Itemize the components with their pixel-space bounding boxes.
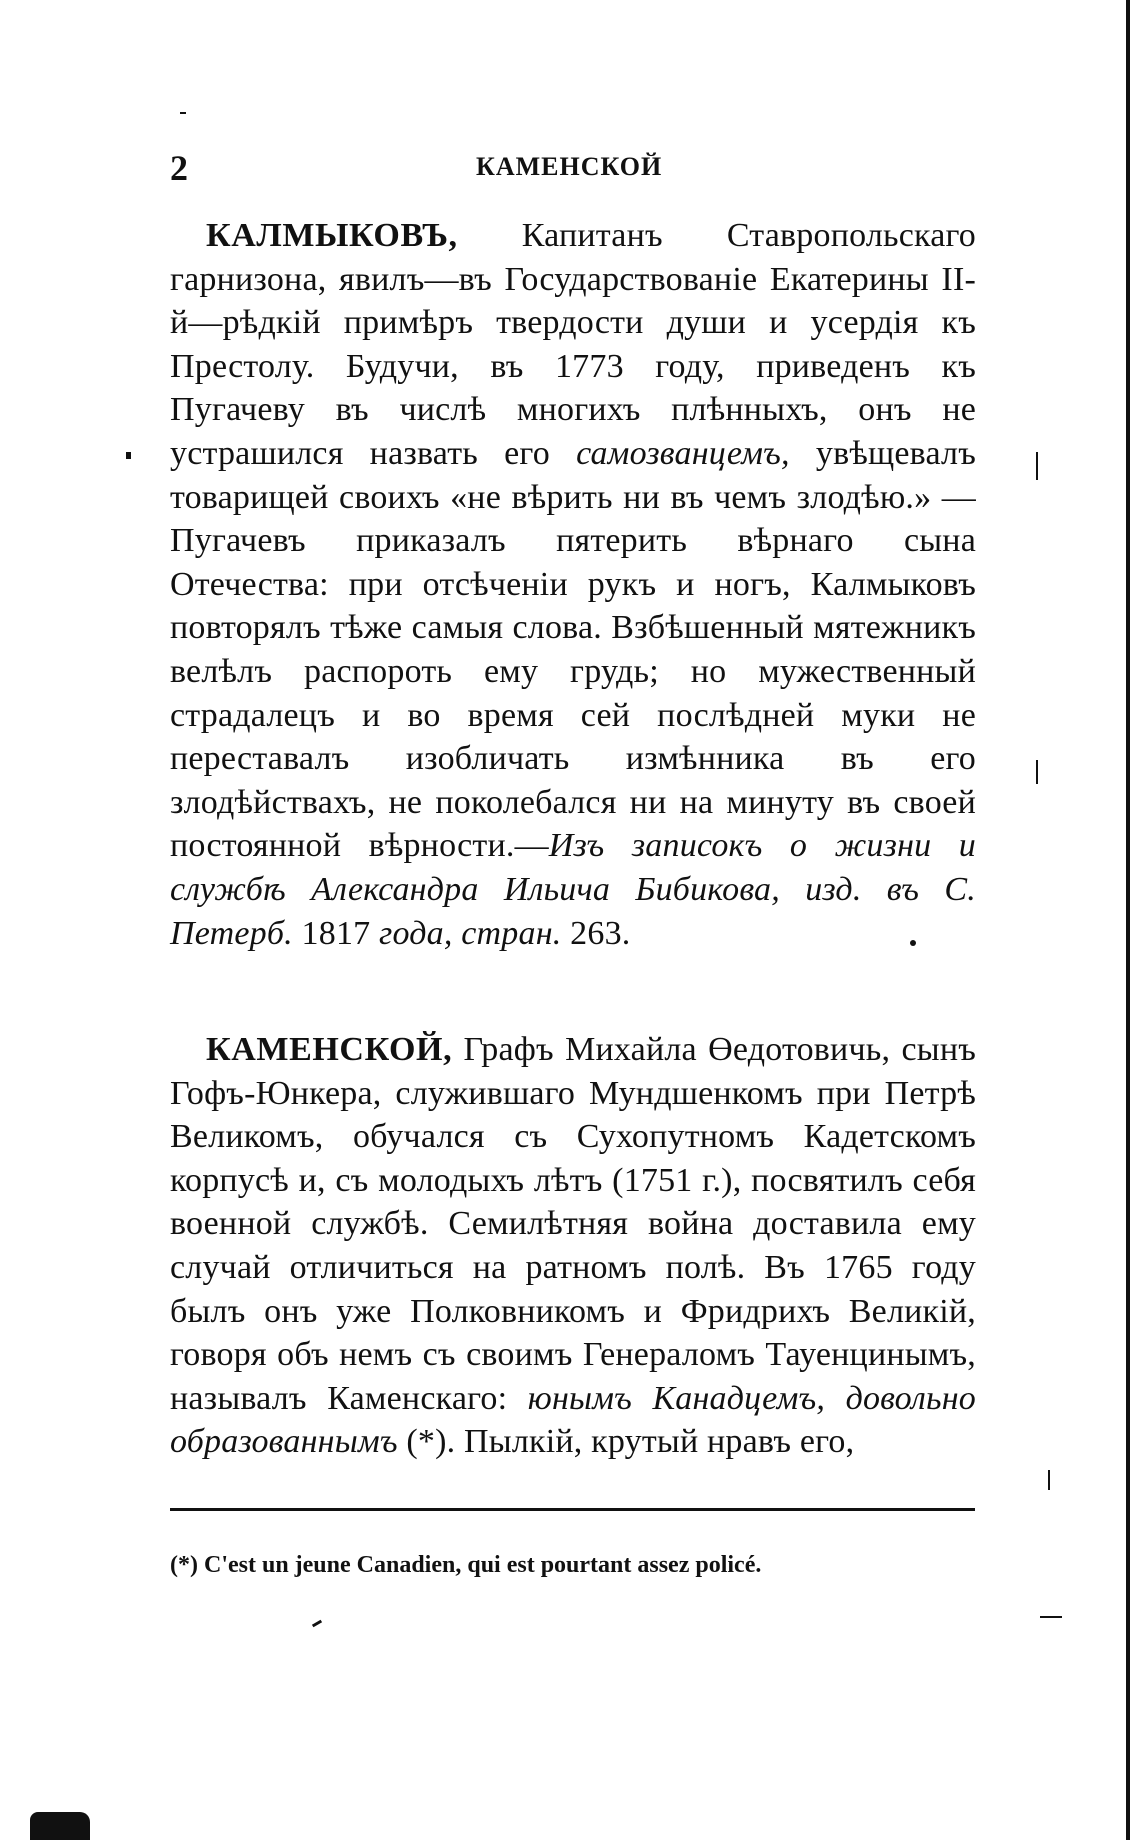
source-citation: Изъ записокъ о жизни и службѣ Александра Ильича Бибикова, изд. въ С. Петерб. xyxy=(170,827,976,952)
entry-text: (*). Пылкій, крутый нравъ его, xyxy=(397,1423,855,1461)
entry-text: Графъ Михайла Өедотовичь, сынъ Гофъ-Юнкера, служившаго Мундшенкомъ при Петрѣ Великомъ, обучался съ Сухопутномъ Кадетскомъ корпусѣ и, съ молодыхъ лѣтъ (1751 г.), посвятилъ себя военной службѣ. Семилѣтняя война доставила ему случай отличиться на ратномъ полѣ. Въ 1765 году былъ онъ уже Полковникомъ и Фридрихъ Великій, говоря объ немъ съ своимъ Генераломъ Тауенцинымъ, называлъ Каменскаго: xyxy=(170,1031,976,1417)
scan-speck xyxy=(1036,760,1038,784)
entry-italic-text: самозванцемъ, xyxy=(576,434,790,472)
scan-speck xyxy=(1040,1616,1062,1618)
entry-text: 263. xyxy=(561,914,631,952)
scan-speck xyxy=(1048,1470,1050,1490)
source-citation: года, стран. xyxy=(379,914,562,952)
scan-speck xyxy=(312,1620,322,1628)
scan-ink-blot xyxy=(30,1812,90,1840)
scan-speck xyxy=(1036,452,1038,480)
page-header xyxy=(170,150,970,190)
scan-edge-line xyxy=(1126,0,1130,1840)
page-number: 2 xyxy=(170,148,188,188)
entry-italic-text: юнымъ Канадцемъ, довольно образованнымъ xyxy=(170,1379,976,1461)
scan-speck xyxy=(180,112,186,114)
entry-kamenskoi xyxy=(170,1028,976,1464)
entry-headword: КАМЕНСКОЙ, xyxy=(206,1031,453,1068)
running-head: КАМЕНСКОЙ xyxy=(476,152,663,181)
entry-headword: КАЛМЫКОВЪ, xyxy=(206,217,458,254)
entry-text: 1817 xyxy=(292,914,380,952)
footnote-marker: (*) xyxy=(170,1552,198,1578)
entry-text: Капитанъ Ставропольскаго гарнизона, явилъ—въ Государствованіе Екатерины II-й—рѣдкій примѣръ твердости души и усердія къ Престолу. Будучи, въ 1773 году, приведенъ къ Пугачеву въ числѣ многихъ плѣнныхъ, онъ не устрашился назвать его xyxy=(170,217,976,472)
footnote-text: C'est un jeune Canadien, qui est pourtant assez policé. xyxy=(197,1552,762,1578)
entry-kalmykov xyxy=(170,214,976,955)
footnote xyxy=(170,1550,970,1580)
entry-text: увѣщевалъ товарищей своихъ «не вѣрить ни въ чемъ злодѣю.» — Пугачевъ приказалъ пятерить вѣрнаго сына Отечества: при отсѣченіи рукъ и ногъ, Калмыковъ повторялъ тѣже самыя слова. Взбѣшенный мятежникъ велѣлъ распороть ему грудь; но мужественный страдалецъ и во время сей послѣдней муки не переставалъ изобличать измѣнника въ его злодѣйствахъ, не поколебался ни на минуту въ своей постоянной вѣрности.— xyxy=(170,434,976,865)
scan-speck xyxy=(910,940,916,946)
footnote-divider xyxy=(170,1508,975,1511)
scan-speck xyxy=(126,452,131,459)
